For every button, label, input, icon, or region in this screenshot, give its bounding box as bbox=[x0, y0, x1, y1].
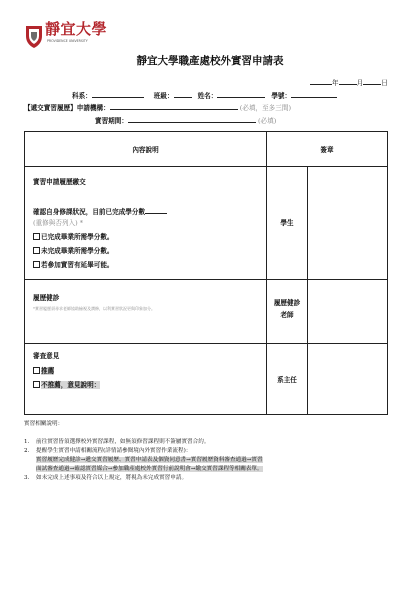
section-heading: 實習申請履歷繳交 bbox=[33, 178, 86, 186]
note-item: 2. 提醒學生實習申請相關流程(詳情請參閱境內外實習作業流程)： bbox=[24, 448, 192, 454]
name-field[interactable] bbox=[217, 91, 265, 98]
page-title: 靜宜大學職產處校外實習申請表 bbox=[136, 55, 284, 67]
sign-student-cell[interactable]: 學生 bbox=[266, 166, 388, 280]
shield-logo-icon bbox=[24, 23, 44, 49]
option-completed: 已完成畢業所需學分數。 bbox=[33, 233, 114, 241]
submit-resume-line: 【遞交實習履歷】申請機構： (必填，至多三間) bbox=[24, 104, 292, 112]
credits-hint: (重修與否列入) * bbox=[33, 219, 84, 227]
year-blank[interactable] bbox=[310, 78, 332, 85]
logo-subtext: PROVIDENCE UNIVERSITY bbox=[47, 39, 88, 43]
note-item: 面試審查通過→確認實習媒合→參加職產處校外實習行前說明會→繳交實習課程等相關表單。 bbox=[36, 466, 263, 472]
section-heading: 審查意見 bbox=[33, 352, 60, 360]
sign-divider bbox=[307, 280, 308, 343]
org-field[interactable] bbox=[110, 103, 238, 110]
section-heading: 履歷健診 bbox=[33, 294, 60, 302]
student-info-line: 科系： 班級： 姓名： 學號： bbox=[72, 91, 337, 100]
credits-field[interactable] bbox=[145, 207, 167, 214]
period-line: 實習期間： (必填) bbox=[95, 117, 277, 125]
notes-heading: 實習相關說明： bbox=[24, 421, 64, 427]
credits-question: 確認自身修課狀況，目前已完成學分數 bbox=[33, 207, 167, 216]
logo bbox=[24, 23, 44, 53]
note-item: 3. 如未完成上述事項及符合以上規定，將視為未完成實習申請。 bbox=[24, 475, 188, 481]
dept-field[interactable] bbox=[92, 91, 144, 98]
checkbox[interactable] bbox=[33, 233, 40, 240]
date-line: 年 月 日 bbox=[310, 78, 388, 87]
month-blank[interactable] bbox=[339, 78, 357, 85]
note-item: 1. 前往實習皆須選擇校外實習課程，如無須修習課程則不簽屬實習合約。 bbox=[24, 439, 210, 445]
day-blank[interactable] bbox=[363, 78, 381, 85]
checkbox[interactable] bbox=[33, 247, 40, 254]
section-resume-checkup bbox=[24, 279, 267, 344]
section-review bbox=[24, 343, 267, 415]
table-header-sign: 簽章 bbox=[266, 131, 388, 167]
section-resume-submission bbox=[24, 166, 267, 280]
table-header-content: 內容說明 bbox=[24, 131, 267, 167]
option-not-recommend: 不推薦，意見說明： bbox=[33, 381, 100, 389]
logo-text: 靜宜大學 bbox=[45, 20, 108, 38]
checkbox[interactable] bbox=[33, 367, 40, 374]
checkup-note: *實習履歷須尋求老師協助檢視及潤修，以利實習狀況更與印象加分。 bbox=[33, 306, 155, 311]
option-may-delay: 若參加實習有延畢可能。 bbox=[33, 261, 114, 269]
option-recommend: 推薦 bbox=[33, 367, 54, 375]
student-id-field[interactable] bbox=[291, 91, 337, 98]
sign-divider bbox=[307, 167, 308, 279]
sign-chair-cell[interactable]: 系主任 bbox=[266, 343, 388, 415]
option-not-completed: 未完成畢業所需學分數。 bbox=[33, 247, 114, 255]
note-item: 實習履歷完成健診→遞交實習履歷、實習申請表及個資同意書→實習履歷資料審查通過→實習 bbox=[36, 457, 263, 463]
checkbox[interactable] bbox=[33, 261, 40, 268]
period-field[interactable] bbox=[128, 116, 256, 123]
checkbox[interactable] bbox=[33, 381, 40, 388]
sign-advisor-cell[interactable]: 履歷健診 老師 bbox=[266, 279, 388, 344]
class-field[interactable] bbox=[174, 91, 192, 98]
sign-divider bbox=[307, 344, 308, 414]
